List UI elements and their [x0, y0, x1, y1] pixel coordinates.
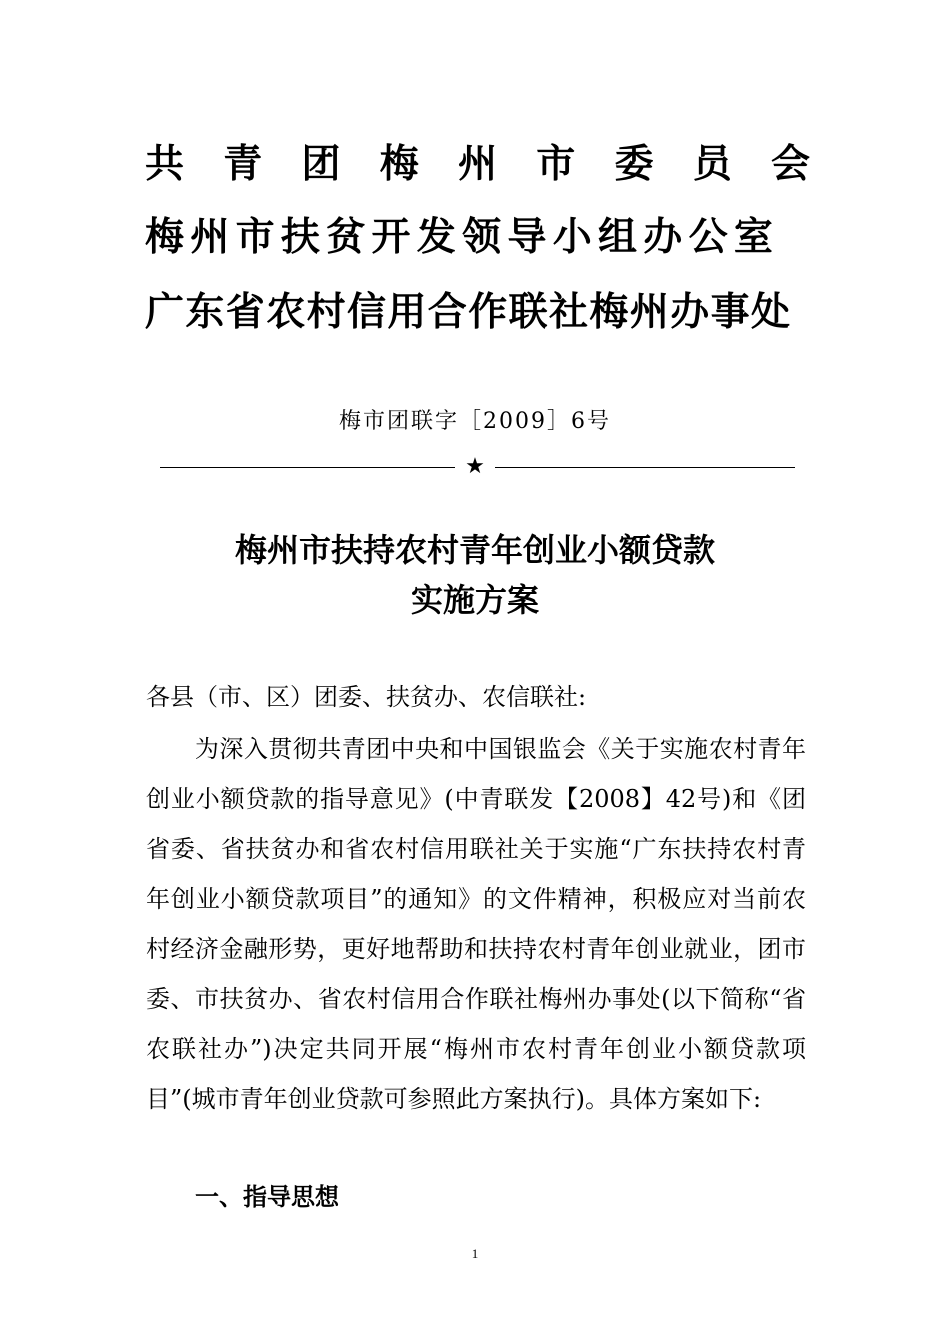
salutation: 各县（市、区）团委、扶贫办、农信联社:	[146, 683, 587, 711]
page-number: 1	[471, 1246, 479, 1261]
star-icon: ★	[465, 454, 485, 479]
section-heading-1: 一、指导思想	[195, 1183, 339, 1211]
divider-rule-left	[160, 467, 455, 468]
issuing-org-2: 梅州市扶贫开发领导小组办公室	[145, 215, 780, 260]
body-paragraph-1: 为深入贯彻共青团中央和中国银监会《关于实施农村青年创业小额贷款的指导意见》(中青联发【2008】42号)和《团省委、省扶贫办和省农村信用联社关于实施“广东扶持农村青年创业小额贷款项目”的通知》的文件精神，积极应对当前农村经济金融形势，更好地帮助和扶持农村青年创业就业，团市委、市扶贫办、省农村信用合作联社梅州办事处(以下简称“省农联社办”)决定共同开展“梅州市农村青年创业小额贷款项目”(城市青年创业贷款可参照此方案执行)。具体方案如下:	[146, 735, 806, 1113]
issuing-org-1: 共青团梅州市委员会	[145, 142, 810, 187]
divider-rule-right	[495, 467, 795, 468]
issuing-org-3: 广东省农村信用合作联社梅州办事处	[145, 290, 792, 335]
header-divider	[160, 452, 795, 482]
document-title-line-2: 实施方案	[410, 581, 539, 619]
document-title-line-1: 梅州市扶持农村青年创业小额贷款	[234, 531, 715, 569]
document-number: 梅市团联字［2009］6号	[339, 409, 611, 434]
